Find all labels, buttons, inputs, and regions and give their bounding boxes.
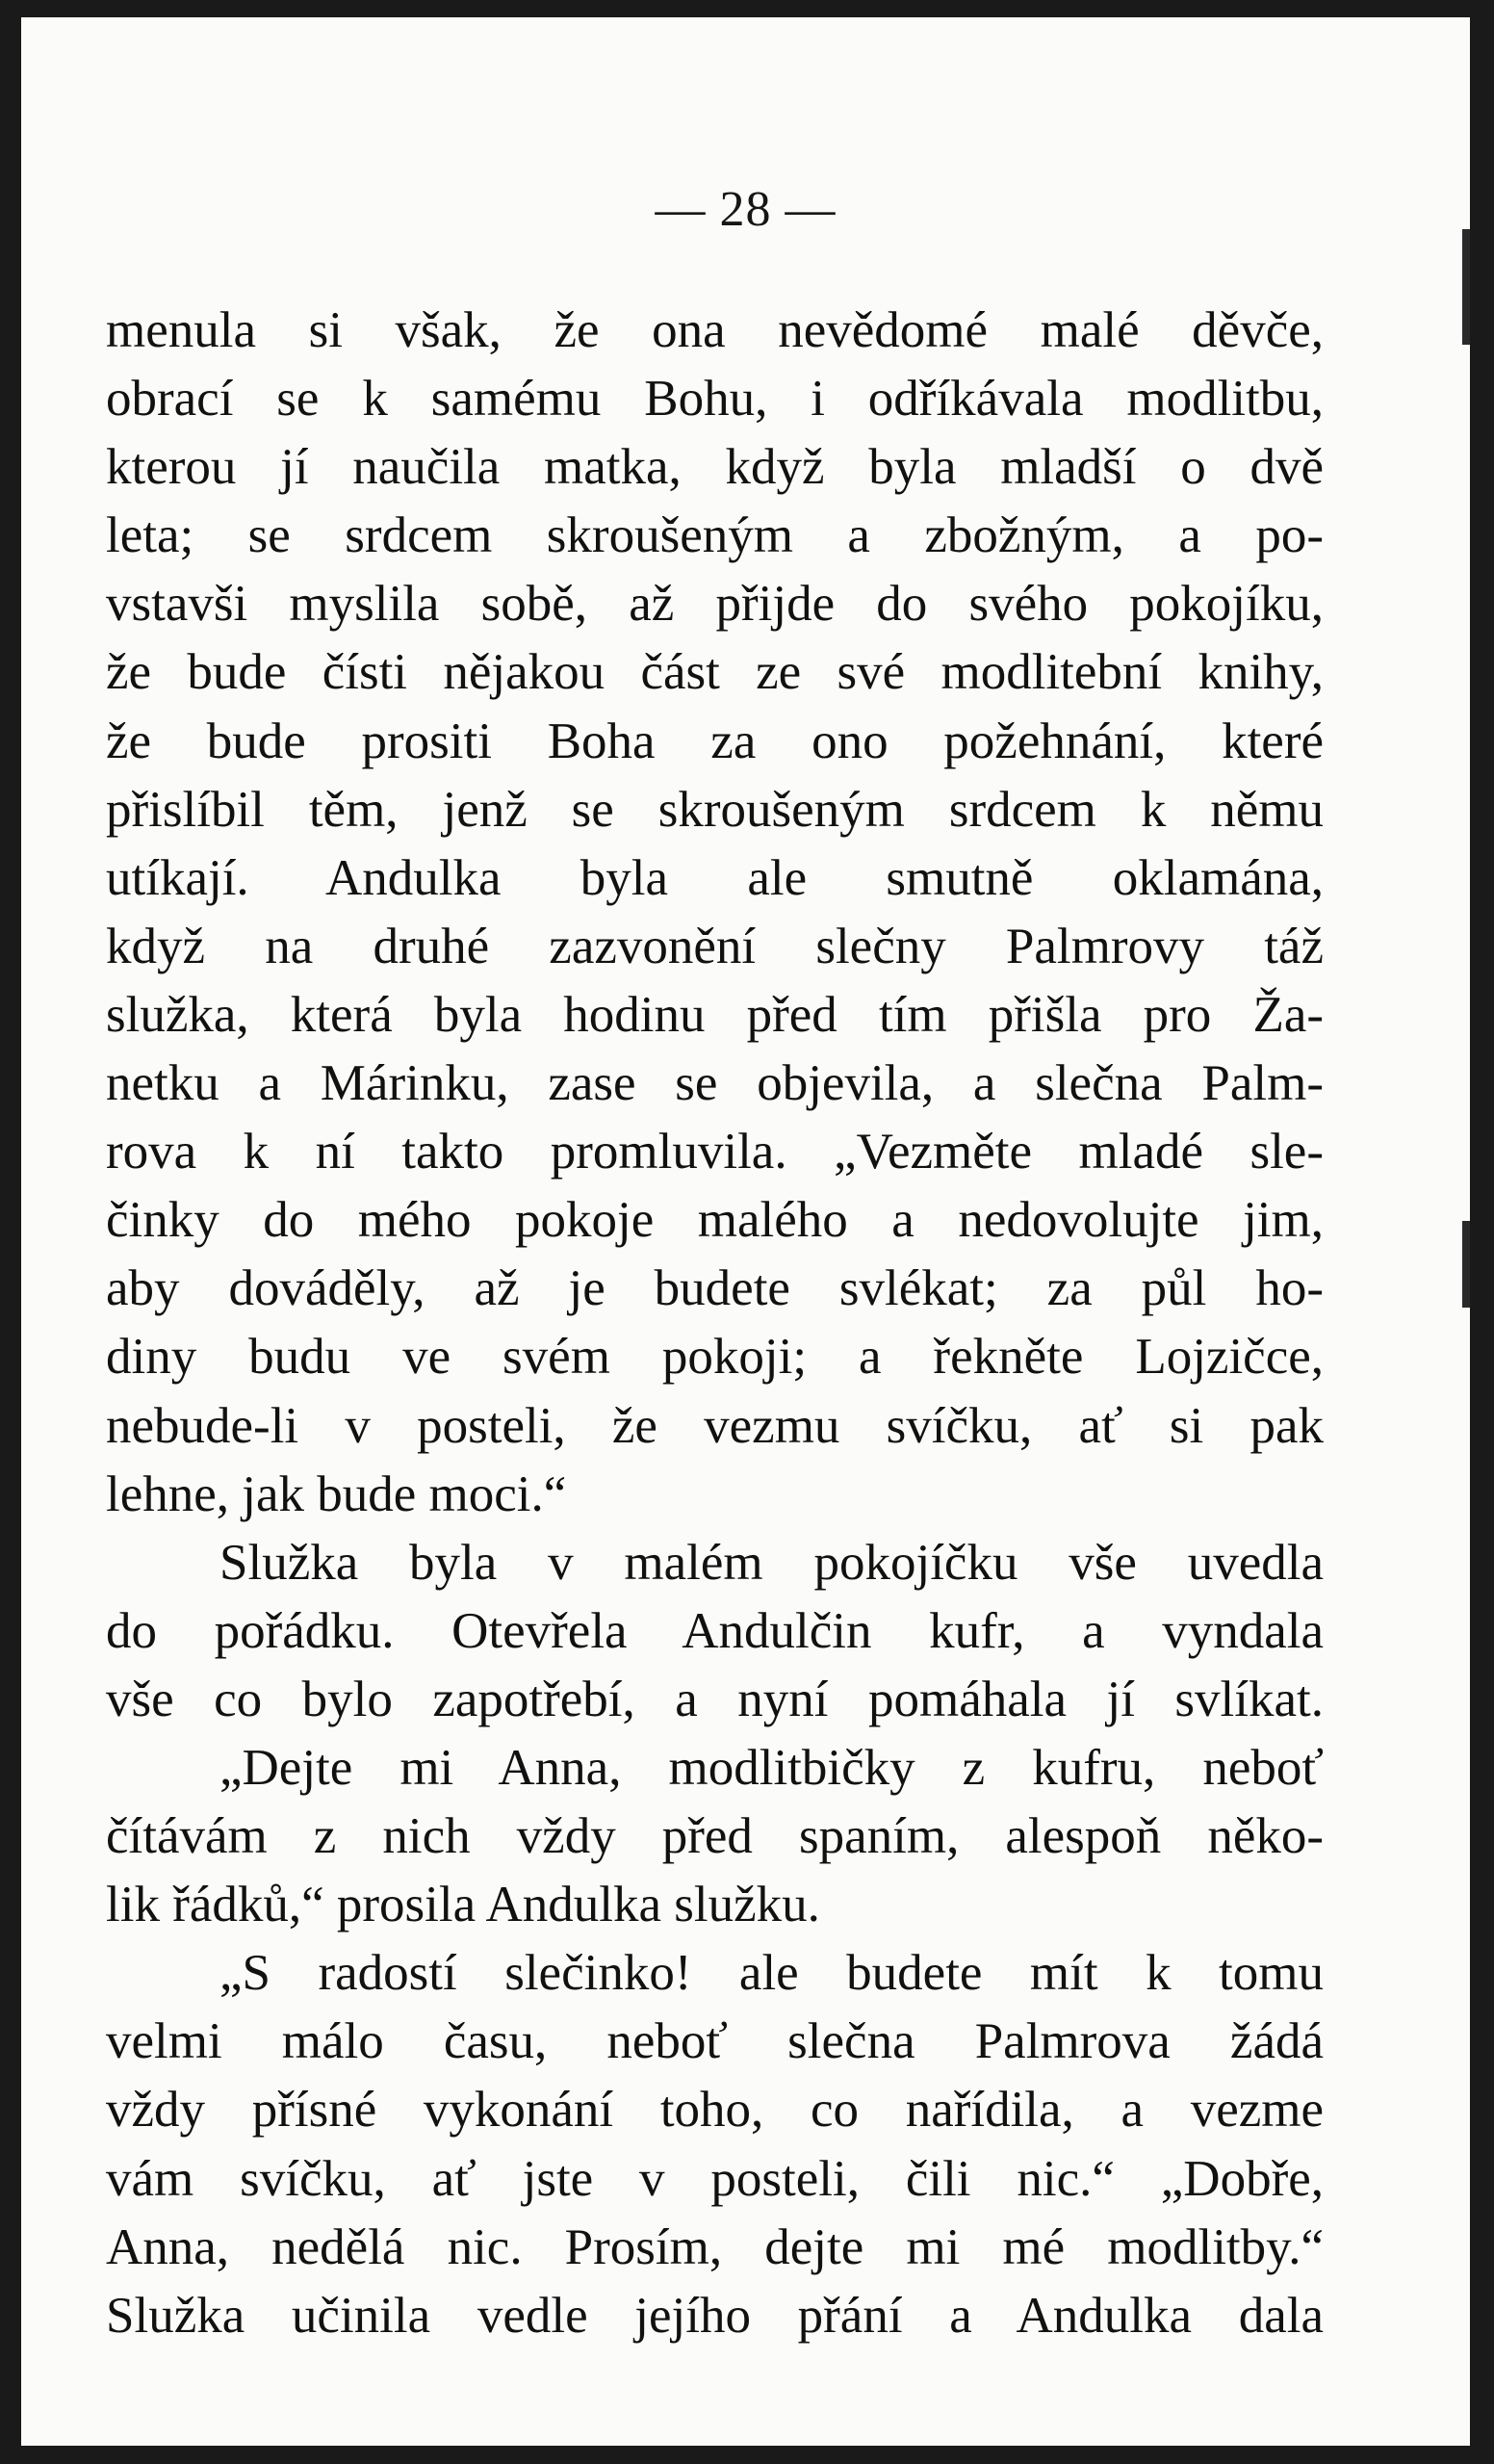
- text-line: že bude prositi Boha za ono požehnání, které: [106, 713, 1324, 769]
- text-line: menula si však, že ona nevědomé malé děvče,: [106, 302, 1324, 358]
- text-line: diny budu ve svém pokoji; a řekněte Lojzičce,: [106, 1329, 1324, 1386]
- page-edge-mark: [1462, 1221, 1470, 1308]
- text-line: velmi málo času, neboť slečna Palmrova žádá: [106, 2013, 1324, 2070]
- text-line: že bude čísti nějakou část ze své modlitební knihy,: [106, 644, 1324, 701]
- text-line: když na druhé zazvonění slečny Palmrovy táž: [106, 918, 1324, 974]
- text-line: do pořádku. Otevřela Andulčin kufr, a vyndala: [106, 1602, 1324, 1659]
- page-edge-mark: [1462, 229, 1470, 345]
- body-text: [106, 297, 1324, 2350]
- text-line: kterou jí naučila matka, když byla mladší o dvě: [106, 439, 1324, 496]
- text-line: utíkají. Andulka byla ale smutně oklamána,: [106, 849, 1324, 906]
- text-line: vám svíčku, ať jste v posteli, čili nic.“ „Dobře,: [106, 2150, 1324, 2207]
- text-line: vše co bylo zapotřebí, a nyní pomáhala jí svlíkat.: [106, 1671, 1324, 1727]
- text-line: Služka učinila vedle jejího přání a Andulka dala: [106, 2287, 1324, 2344]
- text-line: vstavši myslila sobě, až přijde do svého pokojíku,: [106, 576, 1324, 633]
- text-line: lehne, jak bude moci.“: [106, 1465, 567, 1522]
- text-line: aby dováděly, až je budete svlékat; za půl ho-: [106, 1260, 1324, 1317]
- text-line: služka, která byla hodinu před tím přišla pro Ža-: [106, 986, 1324, 1043]
- text-line: rova k ní takto promluvila. „Vezměte mladé sle-: [106, 1124, 1324, 1180]
- page-number: — 28 —: [655, 182, 837, 237]
- text-line: obrací se k samému Bohu, i odříkávala modlitbu,: [106, 371, 1324, 428]
- text-line: leta; se srdcem skroušeným a zbožným, a po-: [106, 507, 1324, 564]
- text-line: lik řádků,“ prosila Andulka služku.: [106, 1877, 820, 1933]
- text-line: „Dejte mi Anna, modlitbičky z kufru, neboť: [219, 1739, 1324, 1796]
- text-line: přislíbil těm, jenž se skroušeným srdcem k němu: [106, 781, 1324, 838]
- book-page: [21, 17, 1470, 2446]
- text-line: vždy přísné vykonání toho, co nařídila, a vezme: [106, 2082, 1324, 2139]
- text-line: nebude-li v posteli, že vezmu svíčku, ať si pak: [106, 1397, 1324, 1454]
- text-line: „S radostí slečinko! ale budete mít k tomu: [219, 1945, 1324, 2002]
- text-line: Služka byla v malém pokojíčku vše uvedla: [219, 1534, 1324, 1591]
- text-line: Anna, nedělá nic. Prosím, dejte mi mé modlitby.“: [106, 2218, 1324, 2275]
- text-line: činky do mého pokoje malého a nedovolujte jim,: [106, 1192, 1324, 1249]
- text-line: netku a Márinku, zase se objevila, a slečna Palm-: [106, 1055, 1324, 1112]
- text-line: čítávám z nich vždy před spaním, alespoň něko-: [106, 1808, 1324, 1865]
